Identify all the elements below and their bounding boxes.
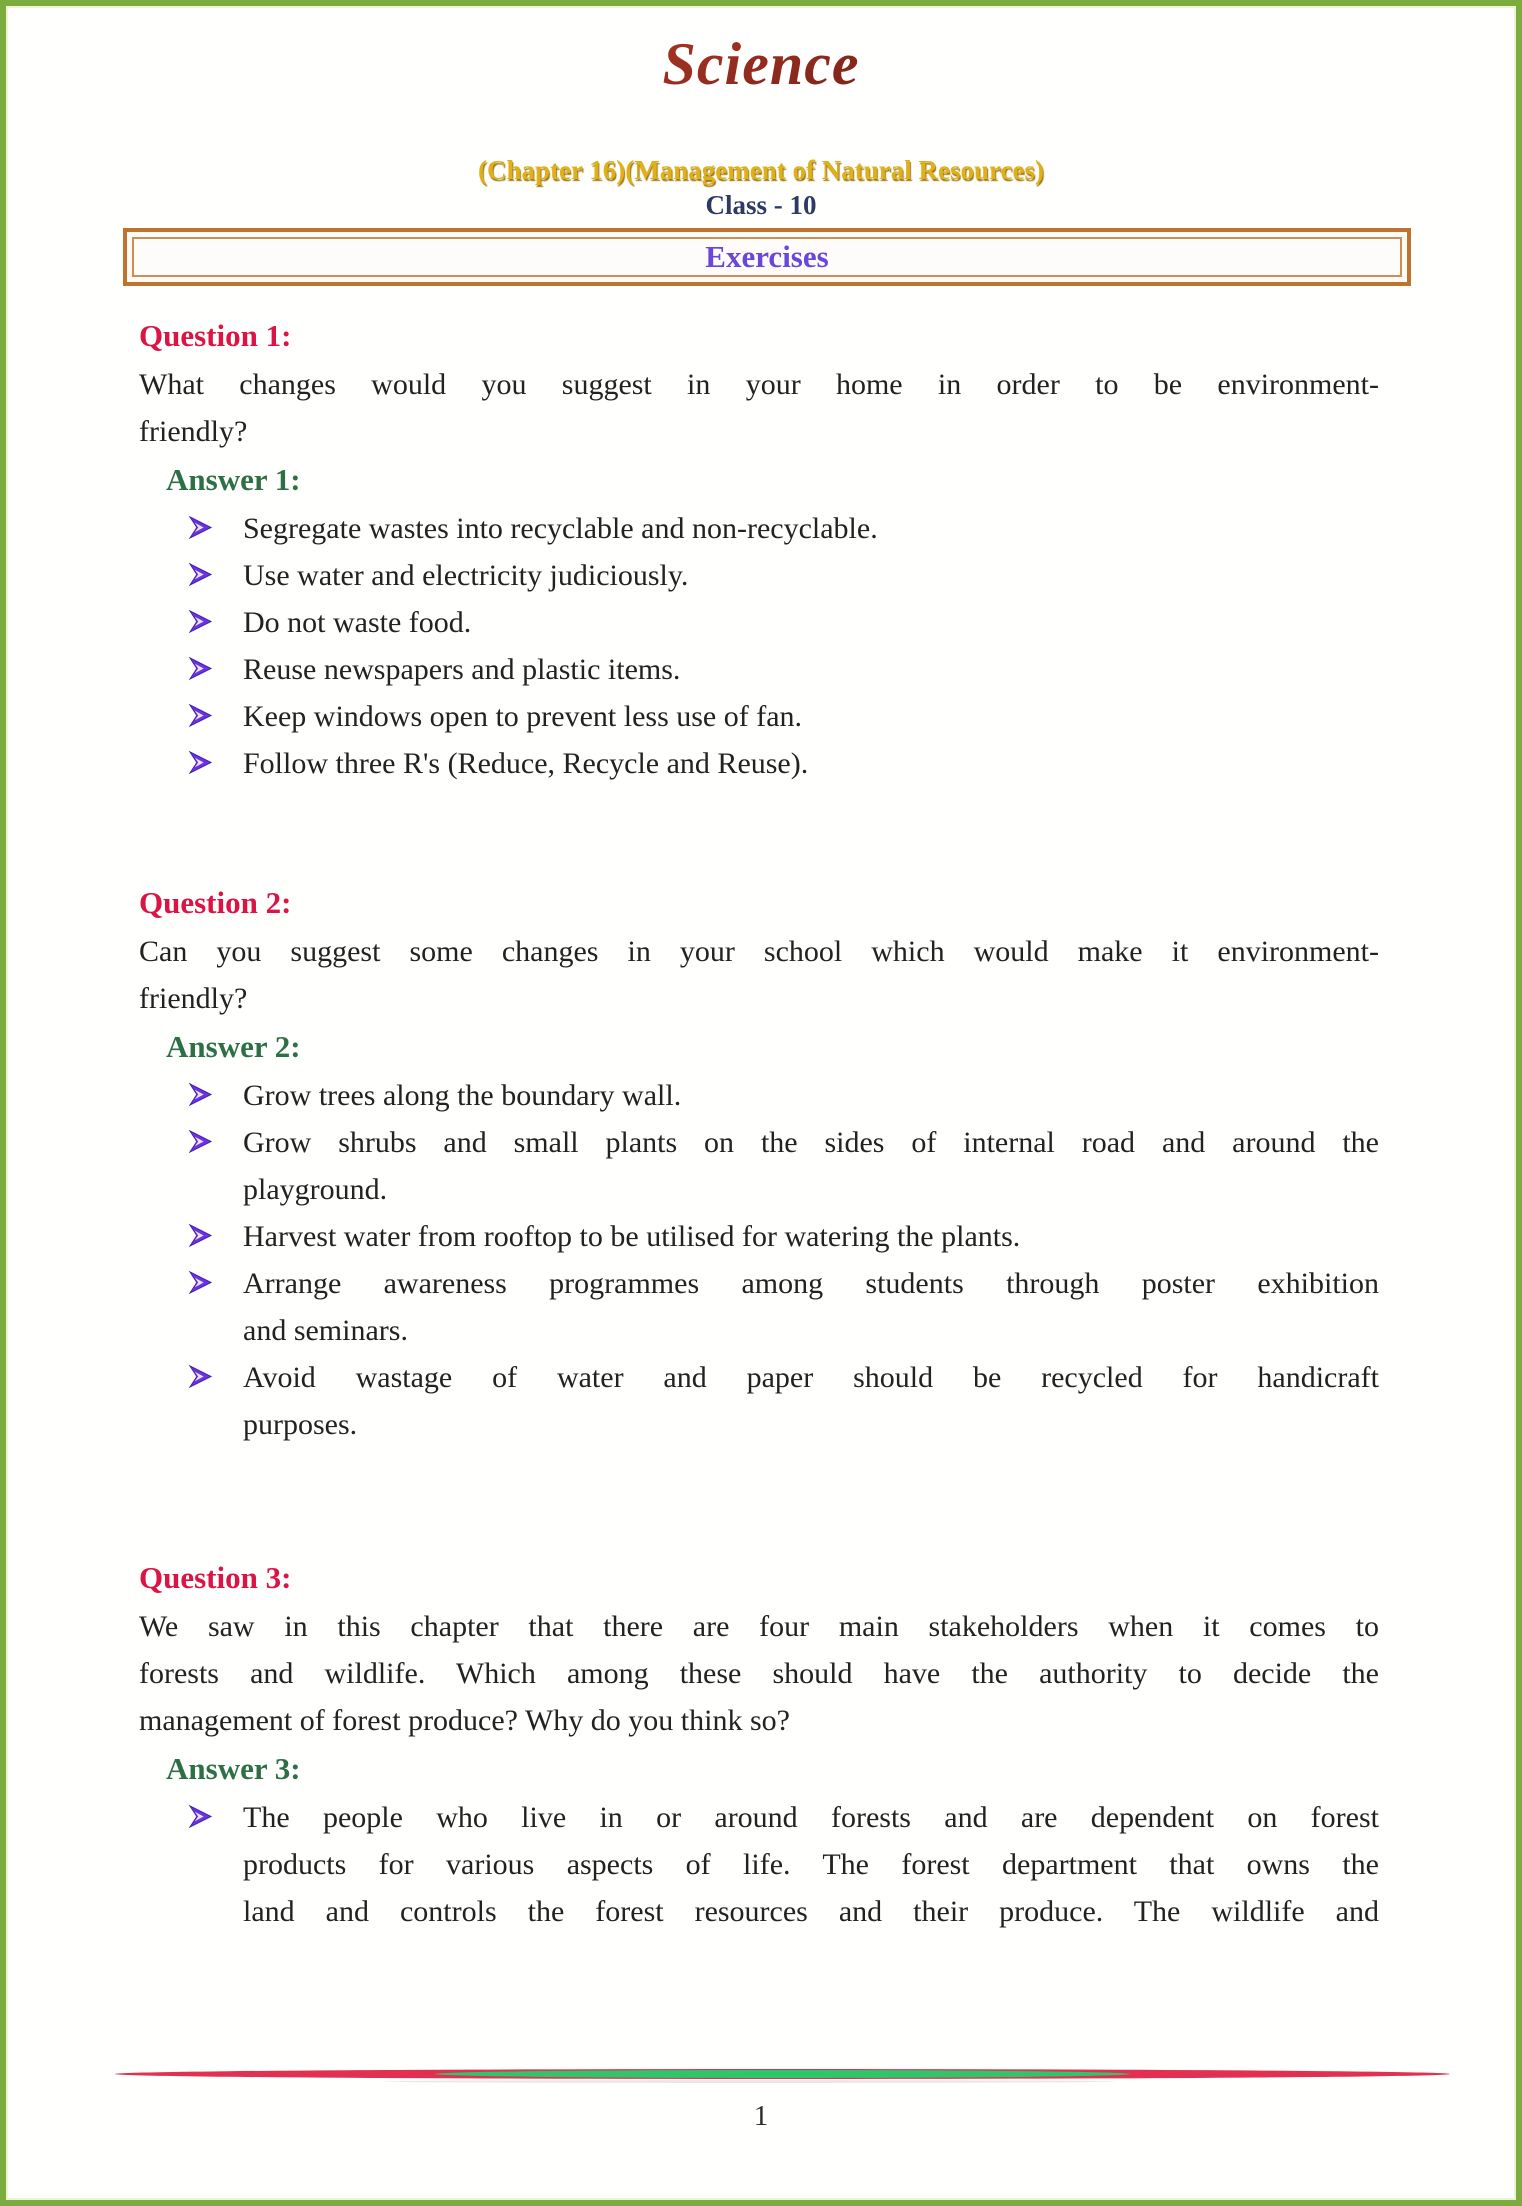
answer-item-text: Harvest water from rooftop to be utilised for watering the plants. <box>243 1220 1021 1253</box>
question-text-line: forests and wildlife. Which among these should have the authority to decide the <box>139 1657 1379 1690</box>
question-block-3 <box>139 1558 1379 1935</box>
answer-item-text: Use water and electricity judiciously. <box>243 559 689 592</box>
question-text-line: friendly? <box>139 415 248 448</box>
question-text <box>139 928 1379 1022</box>
answer-item-text: products for various aspects of life. The forest department that owns the <box>243 1848 1379 1881</box>
answer-label: Answer 1: <box>166 462 301 497</box>
answer-list <box>139 505 1379 787</box>
answer-item-text: purposes. <box>243 1408 358 1441</box>
arrow-bullet-icon <box>187 749 214 776</box>
answer-item <box>139 552 1379 599</box>
answer-label: Answer 2: <box>166 1029 301 1064</box>
answer-item-text: Grow shrubs and small plants on the sides of internal road and around the <box>243 1126 1379 1159</box>
divider-shadow <box>382 2080 1116 2083</box>
arrow-bullet-icon <box>187 561 214 588</box>
answer-item <box>139 693 1379 740</box>
arrow-bullet-icon <box>187 655 214 682</box>
arrow-bullet-icon <box>187 1363 214 1390</box>
answer-list <box>139 1072 1379 1448</box>
page-number: 1 <box>753 2100 769 2132</box>
answer-item <box>139 1794 1379 1935</box>
question-label: Question 3: <box>139 1560 292 1595</box>
answer-item-text: playground. <box>243 1173 388 1206</box>
answer-item <box>139 1072 1379 1119</box>
arrow-bullet-icon <box>187 514 214 541</box>
answer-item <box>139 505 1379 552</box>
arrow-bullet-icon <box>187 1803 214 1830</box>
answer-item-text: Reuse newspapers and plastic items. <box>243 653 681 686</box>
arrow-bullet-icon <box>187 1081 214 1108</box>
question-block-2 <box>139 883 1379 1448</box>
answer-list <box>139 1794 1379 1935</box>
answer-item <box>139 599 1379 646</box>
chapter-heading: (Chapter 16)(Management of Natural Resources) <box>478 155 1044 185</box>
question-label: Question 2: <box>139 885 292 920</box>
arrow-bullet-icon <box>187 608 214 635</box>
divider-green-lens <box>435 2070 1129 2078</box>
page-title: Science <box>6 28 1516 100</box>
answer-item <box>139 1213 1379 1260</box>
answer-item <box>139 646 1379 693</box>
answer-item <box>139 1260 1379 1354</box>
question-text-line: What changes would you suggest in your home in order to be environment- <box>139 368 1379 401</box>
answer-item-text: Arrange awareness programmes among students through poster exhibition <box>243 1267 1379 1300</box>
arrow-bullet-icon <box>187 1128 214 1155</box>
answer-item-text: Do not waste food. <box>243 606 472 639</box>
question-text-line: We saw in this chapter that there are four main stakeholders when it comes to <box>139 1610 1379 1643</box>
answer-item-text: Follow three R's (Reduce, Recycle and Reuse). <box>243 747 809 780</box>
arrow-bullet-icon <box>187 702 214 729</box>
class-heading: Class - 10 <box>705 190 817 220</box>
question-text-line: Can you suggest some changes in your school which would make it environment- <box>139 935 1379 968</box>
answer-item <box>139 740 1379 787</box>
answer-item-text: The people who live in or around forests and are dependent on forest <box>243 1801 1379 1834</box>
answer-label: Answer 3: <box>166 1751 301 1786</box>
document-content <box>139 316 1379 1935</box>
answer-item-text: and seminars. <box>243 1314 408 1347</box>
answer-item-text: Segregate wastes into recyclable and non-recyclable. <box>243 512 878 545</box>
page-footer <box>6 2066 1516 2133</box>
answer-item-text: Keep windows open to prevent less use of fan. <box>243 700 803 733</box>
answer-item-text: Avoid wastage of water and paper should be recycled for handicraft <box>243 1361 1379 1394</box>
answer-item-text: land and controls the forest resources and their produce. The wildlife and <box>243 1895 1379 1928</box>
arrow-bullet-icon <box>187 1269 214 1296</box>
answer-item <box>139 1119 1379 1213</box>
answer-item-text: Grow trees along the boundary wall. <box>243 1079 682 1112</box>
decorative-divider <box>115 2066 1450 2084</box>
question-text <box>139 361 1379 455</box>
question-block-1 <box>139 316 1379 787</box>
exercises-box <box>123 228 1411 286</box>
question-text-line: friendly? <box>139 982 248 1015</box>
question-text <box>139 1603 1379 1744</box>
arrow-bullet-icon <box>187 1222 214 1249</box>
question-text-line: management of forest produce? Why do you think so? <box>139 1704 790 1737</box>
answer-item <box>139 1354 1379 1448</box>
question-label: Question 1: <box>139 318 292 353</box>
exercises-heading: Exercises <box>705 239 829 274</box>
